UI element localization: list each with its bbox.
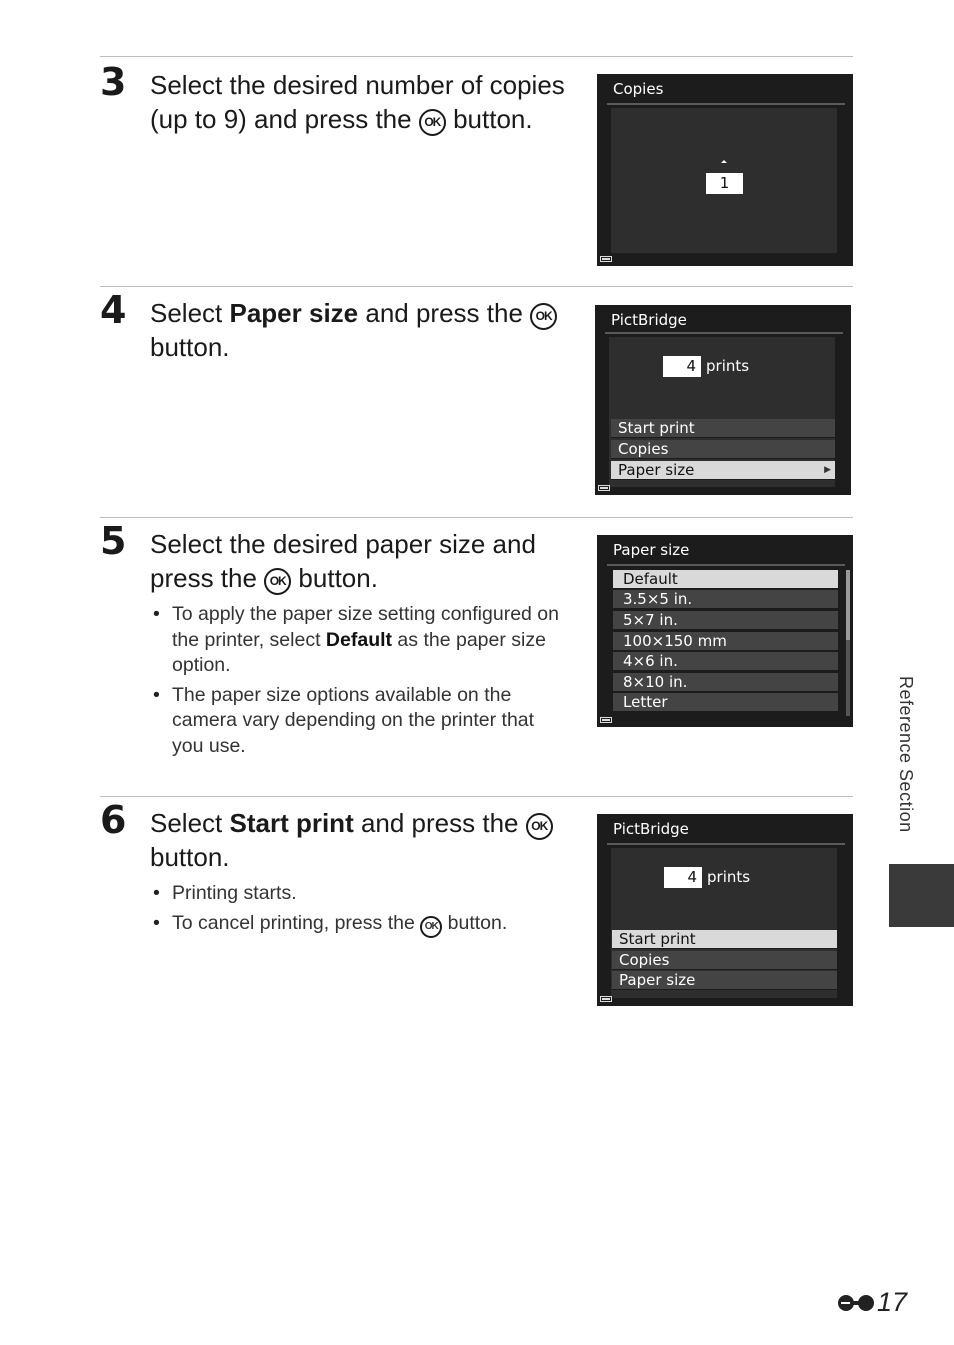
section-tab-label: Reference Section bbox=[896, 676, 916, 833]
divider bbox=[100, 796, 853, 797]
paper-option[interactable]: 5×7 in. bbox=[613, 611, 838, 630]
copies-screen bbox=[597, 74, 853, 266]
scrollbar[interactable] bbox=[846, 570, 850, 716]
step-notes bbox=[172, 602, 562, 763]
step-title: Select the desired paper size and press the OK button. bbox=[150, 529, 536, 593]
paper-option[interactable]: 100×150 mm bbox=[613, 632, 838, 651]
step-title: Select Paper size and press the OK button. bbox=[150, 296, 570, 364]
scroll-thumb[interactable] bbox=[846, 570, 850, 640]
step-number: 5 bbox=[100, 519, 127, 563]
ok-button-icon: OK bbox=[264, 568, 291, 595]
battery-icon bbox=[600, 256, 612, 262]
note-item: • Printing starts. bbox=[172, 881, 562, 907]
ok-button-icon: OK bbox=[530, 303, 557, 330]
paper-option[interactable]: 3.5×5 in. bbox=[613, 590, 838, 609]
step-number: 4 bbox=[100, 288, 127, 332]
divider bbox=[100, 286, 853, 287]
step-number: 6 bbox=[100, 798, 127, 842]
divider-top bbox=[100, 56, 853, 57]
ok-button-icon: OK bbox=[420, 916, 442, 938]
prints-count: 4 bbox=[664, 867, 702, 888]
step-6 bbox=[100, 798, 580, 998]
pictbridge-screen-start-print bbox=[597, 814, 853, 1006]
up-arrow-icon bbox=[721, 160, 727, 163]
divider bbox=[100, 517, 853, 518]
section-tab-marker bbox=[889, 864, 954, 927]
menu-item-paper-size[interactable]: Paper size ▶ bbox=[611, 461, 835, 480]
step-notes bbox=[172, 881, 562, 942]
title-underline bbox=[607, 843, 845, 845]
screen-title: Paper size bbox=[613, 541, 690, 559]
paper-option-default[interactable]: Default bbox=[613, 570, 838, 589]
paper-option[interactable]: Letter bbox=[613, 693, 838, 712]
menu-item-start-print[interactable]: Start print bbox=[611, 419, 835, 438]
note-item: • The paper size options available on the camera vary depending on the printer that you use. bbox=[172, 683, 562, 760]
step-title: Select the desired number of copies (up to 9) and press the OK button. bbox=[150, 70, 565, 134]
note-item: • To apply the paper size setting configured on the printer, select Default as the paper size option. bbox=[172, 602, 562, 679]
step-number: 3 bbox=[100, 60, 127, 104]
menu-item-copies[interactable]: Copies bbox=[611, 440, 835, 459]
note-item: • To cancel printing, press the OK button. bbox=[172, 911, 562, 938]
paper-option[interactable]: 8×10 in. bbox=[613, 673, 838, 692]
title-underline bbox=[607, 564, 845, 566]
step-4 bbox=[100, 288, 580, 488]
prints-label: prints bbox=[707, 868, 751, 886]
title-underline bbox=[607, 103, 845, 105]
screen-title: PictBridge bbox=[613, 820, 689, 838]
prints-count: 4 bbox=[663, 356, 701, 377]
menu-item-paper-size[interactable]: Paper size bbox=[612, 971, 837, 990]
page-number: 17 bbox=[837, 1287, 907, 1318]
battery-icon bbox=[600, 996, 612, 1002]
step-5 bbox=[100, 519, 580, 789]
pictbridge-screen-paper-size bbox=[595, 305, 851, 495]
screen-title: PictBridge bbox=[611, 311, 687, 329]
battery-icon bbox=[598, 485, 610, 491]
title-underline bbox=[605, 332, 843, 334]
prints-label: prints bbox=[706, 357, 750, 375]
copies-value: 1 bbox=[706, 173, 743, 194]
menu-item-start-print[interactable]: Start print bbox=[612, 930, 837, 949]
paper-size-screen bbox=[597, 535, 853, 727]
screen-title: Copies bbox=[613, 80, 664, 98]
right-arrow-icon: ▶ bbox=[824, 465, 831, 475]
menu-item-copies[interactable]: Copies bbox=[612, 951, 837, 970]
ok-button-icon: OK bbox=[419, 109, 446, 136]
paper-option[interactable]: 4×6 in. bbox=[613, 652, 838, 671]
step-3 bbox=[100, 60, 580, 260]
battery-icon bbox=[600, 717, 612, 723]
step-title: Select Start print and press the OK button. bbox=[150, 806, 570, 874]
reference-section-icon bbox=[837, 1292, 875, 1314]
ok-button-icon: OK bbox=[526, 813, 553, 840]
